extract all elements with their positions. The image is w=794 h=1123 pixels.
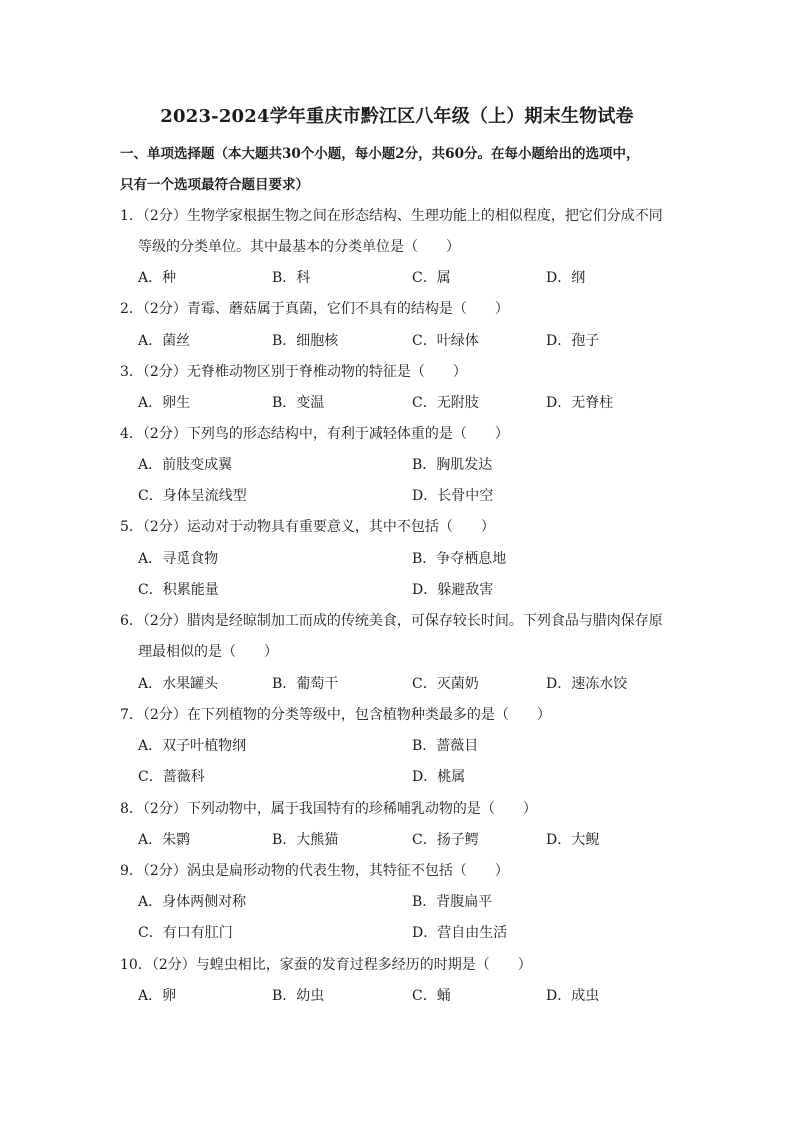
question-6-stem: 6．（2分）腊肉是经晾制加工而成的传统美食，可保存较长时间。下列食品与腊肉保存原: [120, 613, 663, 629]
question-3-option-c: C．无附肢: [412, 395, 479, 411]
question-10-option-d: D．成虫: [546, 988, 600, 1004]
question-6-stem-cont: 理最相似的是（ ）: [138, 644, 278, 660]
section-heading-line-1: 一、单项选择题（本大题共30个小题，每小题2分，共60分。在每小题给出的选项中，: [120, 146, 640, 162]
question-10-option-b: B．幼虫: [272, 988, 325, 1004]
page-title: 2023-2024学年重庆市黔江区八年级（上）期末生物试卷: [160, 106, 634, 127]
question-10-option-a: A．卵: [138, 988, 177, 1004]
section-heading-line-2: 只有一个选项最符合题目要求）: [120, 177, 309, 193]
question-6-option-d: D．速冻水饺: [546, 676, 628, 692]
question-7-option-d: D．桃属: [412, 769, 466, 785]
question-2-option-d: D．孢子: [546, 333, 600, 349]
question-4-option-d: D．长骨中空: [412, 488, 494, 504]
question-8-option-a: A．朱鹮: [138, 832, 191, 848]
question-8-option-d: D．大鲵: [546, 832, 600, 848]
question-3-option-d: D．无脊柱: [546, 395, 614, 411]
question-2-option-a: A．菌丝: [138, 333, 191, 349]
question-1-option-b: B．科: [272, 270, 311, 286]
question-10-option-c: C．蛹: [412, 988, 451, 1004]
question-9-stem: 9．（2分）涡虫是扁形动物的代表生物，其特征不包括（ ）: [120, 863, 509, 879]
question-3-stem: 3．（2分）无脊椎动物区别于脊椎动物的特征是（ ）: [120, 364, 467, 380]
question-9-option-d: D．营自由生活: [412, 925, 508, 941]
question-4-option-b: B．胸肌发达: [412, 457, 493, 473]
question-6-option-b: B．葡萄干: [272, 676, 339, 692]
question-7-stem: 7．（2分）在下列植物的分类等级中，包含植物种类最多的是（ ）: [120, 707, 551, 723]
question-4-stem: 4．（2分）下列鸟的形态结构中，有利于减轻体重的是（ ）: [120, 426, 509, 442]
question-9-option-c: C．有口有肛门: [138, 925, 233, 941]
question-5-option-b: B．争夺栖息地: [412, 551, 507, 567]
question-2-stem: 2．（2分）青霉、蘑菇属于真菌，它们不具有的结构是（ ）: [120, 301, 509, 317]
question-7-option-a: A．双子叶植物纲: [138, 738, 247, 754]
question-2-option-b: B．细胞核: [272, 333, 339, 349]
question-4-option-a: A．前肢变成翼: [138, 457, 233, 473]
question-8-option-b: B．大熊猫: [272, 832, 339, 848]
question-6-option-c: C．灭菌奶: [412, 676, 479, 692]
question-7-option-b: B．蔷薇目: [412, 738, 479, 754]
question-6-option-a: A．水果罐头: [138, 676, 219, 692]
question-2-option-c: C．叶绿体: [412, 333, 479, 349]
question-1-stem: 1．（2分）生物学家根据生物之间在形态结构、生理功能上的相似程度，把它们分成不同: [120, 208, 663, 224]
question-3-option-a: A．卵生: [138, 395, 191, 411]
question-3-option-b: B．变温: [272, 395, 325, 411]
question-5-stem: 5．（2分）运动对于动物具有重要意义，其中不包括（ ）: [120, 519, 495, 535]
question-9-option-b: B．背腹扁平: [412, 894, 493, 910]
question-1-option-a: A．种: [138, 270, 177, 286]
question-1-option-d: D．纲: [546, 270, 586, 286]
question-1-option-c: C．属: [412, 270, 451, 286]
question-7-option-c: C．蔷薇科: [138, 769, 205, 785]
question-8-stem: 8．（2分）下列动物中，属于我国特有的珍稀哺乳动物的是（ ）: [120, 801, 537, 817]
question-5-option-d: D．躲避敌害: [412, 582, 494, 598]
question-4-option-c: C．身体呈流线型: [138, 488, 247, 504]
question-10-stem: 10．（2分）与蝗虫相比，家蚕的发育过程多经历的时期是（ ）: [120, 957, 532, 973]
question-8-option-c: C．扬子鳄: [412, 832, 479, 848]
question-1-stem-cont: 等级的分类单位。其中最基本的分类单位是（ ）: [138, 239, 460, 255]
question-5-option-a: A．寻觅食物: [138, 551, 219, 567]
question-9-option-a: A．身体两侧对称: [138, 894, 247, 910]
question-5-option-c: C．积累能量: [138, 582, 219, 598]
